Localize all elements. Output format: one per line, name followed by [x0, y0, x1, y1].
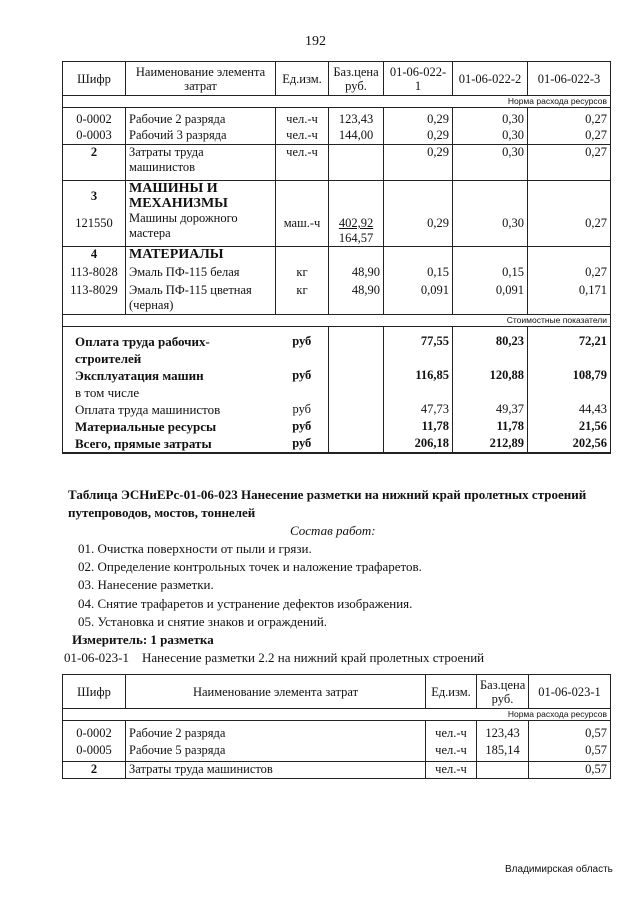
header-cell: 01-06-022-2 — [453, 62, 528, 96]
cost-name: в том числе — [75, 385, 140, 400]
section-heading: МАТЕРИАЛЫ — [129, 247, 224, 262]
code-cell: 2 — [63, 145, 126, 181]
table-row-group — [63, 247, 611, 315]
value-cell: 0,30 — [453, 128, 528, 145]
unit-cell: чел.-ч — [426, 762, 477, 779]
cost-value: 11,78 — [496, 419, 524, 433]
code-cell: 4 — [90, 247, 98, 261]
value-cell: 0,30 — [502, 216, 524, 230]
table-header — [63, 675, 611, 709]
unit-cell: чел.-ч — [426, 743, 477, 762]
page-number: 192 — [305, 34, 326, 49]
norma-label: Норма расхода ресурсов — [63, 96, 611, 108]
cost-unit: руб — [292, 436, 312, 450]
cost-value: 116,85 — [415, 368, 449, 382]
price-cell: 48,90 — [351, 283, 380, 297]
cost-value: 120,88 — [489, 368, 524, 382]
value-cell: 0,57 — [529, 721, 611, 743]
resource-table-022 — [62, 61, 611, 454]
cost-label: Стоимостные показатели — [63, 315, 611, 327]
code-cell: 0-0002 — [63, 108, 126, 128]
code-cell: 0-0005 — [63, 743, 126, 762]
resource-table-023 — [62, 674, 611, 779]
cost-value: 202,56 — [572, 436, 607, 450]
name-cell: Рабочие 2 разряда — [126, 721, 426, 743]
unit-cell: кг — [296, 283, 308, 297]
name-cell: Эмаль ПФ-115 цветная (черная) — [129, 283, 252, 312]
value-cell: 0,27 — [585, 265, 607, 279]
value-cell: 0,27 — [528, 145, 611, 181]
cost-unit: руб — [292, 419, 312, 433]
table-row — [63, 762, 611, 779]
price-cell — [329, 145, 384, 181]
code-cell: 2 — [63, 762, 126, 779]
name-cell: Рабочие 5 разряда — [126, 743, 426, 762]
name-cell: Машины дорожного мастера — [129, 211, 238, 240]
work-item: 02. Определение контрольных точек и наложение трафаретов. — [78, 559, 422, 574]
name-cell: Эмаль ПФ-115 белая — [129, 265, 240, 279]
value-cell: 0,30 — [453, 145, 528, 181]
header-cell: Наименование элемента затрат — [126, 62, 276, 96]
unit-cell: чел.-ч — [276, 108, 329, 128]
header-cell: 01-06-023-1 — [529, 675, 611, 709]
price-cell: 123,43 — [477, 721, 529, 743]
unit-cell: чел.-ч — [276, 145, 329, 181]
cost-value: 212,89 — [489, 436, 524, 450]
value-cell: 0,29 — [384, 108, 453, 128]
unit-cell: кг — [296, 265, 308, 279]
code-cell: 113-8029 — [70, 283, 118, 297]
value-cell: 0,15 — [427, 265, 449, 279]
value-cell: 0,27 — [528, 108, 611, 128]
header-cell: Ед.изм. — [276, 62, 329, 96]
value-cell: 0,29 — [384, 145, 453, 181]
cost-value: 49,37 — [495, 402, 524, 416]
cost-value: 80,23 — [495, 334, 524, 348]
work-item: 05. Установка и снятие знаков и ограждений. — [78, 614, 328, 629]
code-cell: 121550 — [75, 216, 113, 230]
footer-region: Владимирская область — [505, 864, 613, 875]
value-cell: 0,091 — [420, 283, 449, 297]
unit-cell: чел.-ч — [276, 128, 329, 145]
work-item: 01. Очистка поверхности от пыли и грязи. — [78, 541, 312, 556]
table-row — [63, 128, 611, 145]
name-cell: Затраты труда машинистов — [126, 762, 426, 779]
cost-value: 44,43 — [578, 402, 607, 416]
price-cell — [477, 762, 529, 779]
value-cell: 0,171 — [578, 283, 607, 297]
table-row — [63, 721, 611, 743]
value-cell: 0,27 — [528, 128, 611, 145]
price-cell: 164,57 — [338, 231, 374, 245]
value-cell: 0,15 — [502, 265, 524, 279]
table-row — [63, 743, 611, 762]
header-cell: 01-06-022-1 — [384, 62, 453, 96]
cost-name: Оплата труда рабочих-строителей — [75, 334, 210, 366]
cost-value: 108,79 — [572, 368, 607, 382]
code-cell: 3 — [90, 189, 98, 203]
cost-value: 47,73 — [420, 402, 449, 416]
value-cell: 0,57 — [529, 762, 611, 779]
table-header — [63, 62, 611, 96]
work-item: 04. Снятие трафаретов и устранение дефектов изображения. — [78, 596, 413, 611]
header-cell: 01-06-022-3 — [528, 62, 611, 96]
price-cell: 123,43 — [329, 108, 384, 128]
cost-unit: руб — [292, 402, 312, 416]
cost-rows — [63, 327, 611, 453]
header-cell: Ед.изм. — [426, 675, 477, 709]
code-cell: 0-0002 — [63, 721, 126, 743]
cost-name: Эксплуатация машин — [75, 368, 204, 383]
code-cell: 0-0003 — [63, 128, 126, 145]
table-row — [63, 108, 611, 128]
norma-label: Норма расхода ресурсов — [63, 709, 611, 721]
price-cell: 144,00 — [329, 128, 384, 145]
cost-value: 11,78 — [421, 419, 449, 433]
value-cell: 0,29 — [427, 216, 449, 230]
cost-value: 21,56 — [578, 419, 607, 433]
header-cell: Шифр — [63, 675, 126, 709]
header-cell: Баз.цена руб. — [329, 62, 384, 96]
meter: Измеритель: 1 разметка — [72, 632, 214, 647]
cost-unit: руб — [292, 334, 312, 348]
cost-value: 206,18 — [414, 436, 449, 450]
cost-value: 72,21 — [578, 334, 607, 348]
name-cell: Рабочие 2 разряда — [126, 108, 276, 128]
price-cell: 185,14 — [477, 743, 529, 762]
header-cell: Баз.цена руб. — [477, 675, 529, 709]
value-cell: 0,57 — [529, 743, 611, 762]
section-heading: МАШИНЫ И МЕХАНИЗМЫ — [129, 181, 228, 211]
value-cell: 0,27 — [585, 216, 607, 230]
name-cell: Затраты труда машинистов — [126, 145, 276, 181]
cost-unit: руб — [292, 368, 312, 382]
value-cell: 0,29 — [384, 128, 453, 145]
table-title: Таблица ЭСНиЕРс-01-06-023 Нанесение разметки на нижний край пролетных строений путепроводов, мостов, тоннелей — [68, 487, 587, 520]
cost-name: Материальные ресурсы — [75, 419, 217, 434]
work-item: 03. Нанесение разметки. — [78, 577, 214, 592]
header-cell: Наименование элемента затрат — [126, 675, 426, 709]
value-cell: 0,091 — [495, 283, 524, 297]
subtitle: 01-06-023-1 Нанесение разметки 2.2 на нижний край пролетных строений — [64, 650, 485, 665]
price-cell: 402,92 — [338, 216, 374, 230]
price-cell: 48,90 — [351, 265, 380, 279]
cost-value: 77,55 — [420, 334, 449, 348]
header-cell: Шифр — [63, 62, 126, 96]
value-cell: 0,30 — [453, 108, 528, 128]
code-cell: 113-8028 — [70, 265, 118, 279]
name-cell: Рабочий 3 разряда — [126, 128, 276, 145]
unit-cell: маш.-ч — [283, 216, 321, 230]
cost-name: Всего, прямые затраты — [75, 436, 212, 451]
works-heading: Состав работ: — [290, 523, 376, 538]
unit-cell: чел.-ч — [426, 721, 477, 743]
table-row-group — [63, 181, 611, 247]
cost-name: Оплата труда машинистов — [75, 402, 221, 417]
table-row — [63, 145, 611, 181]
